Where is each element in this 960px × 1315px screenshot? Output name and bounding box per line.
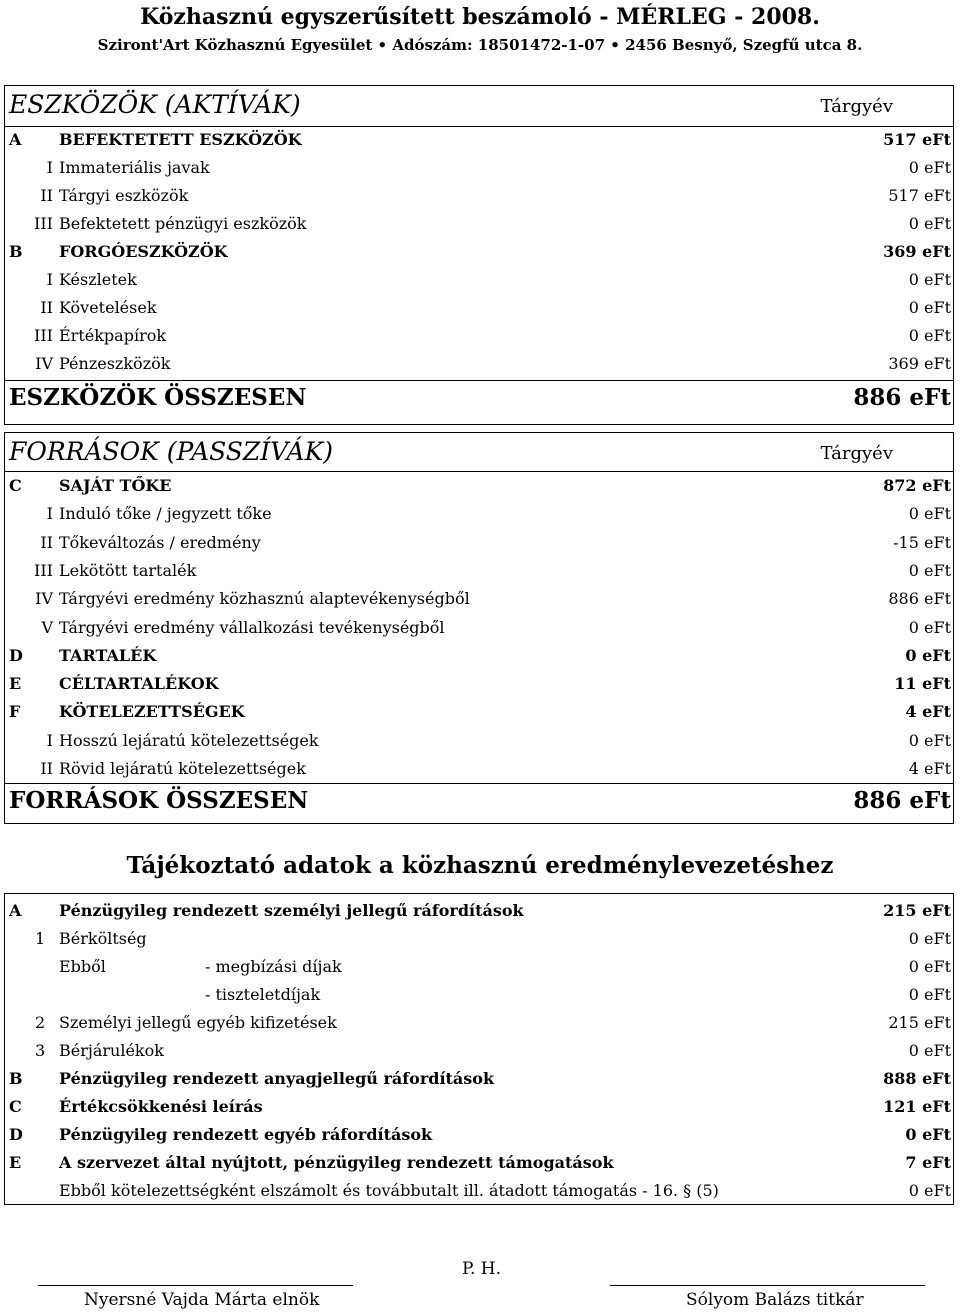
row-roman-numeral: IV [35, 354, 53, 373]
row-sublabel: - tiszteletdíjak [205, 985, 321, 1004]
table-row [5, 154, 953, 182]
table-row [5, 1177, 953, 1205]
row-roman-numeral: II [40, 186, 53, 205]
table-row [5, 981, 953, 1009]
row-label: Tárgyévi eredmény vállalkozási tevékenységből [59, 617, 445, 637]
row-label: Értékpapírok [59, 326, 167, 345]
table-row [5, 1149, 953, 1177]
row-code: E [9, 674, 22, 694]
row-value: 4 eFt [905, 702, 951, 722]
row-value: 4 eFt [908, 759, 951, 778]
stamp-placeholder: P. H. [462, 1259, 502, 1279]
row-label: Értékcsökkenési leírás [59, 1097, 263, 1116]
row-value: 0 eFt [905, 1125, 951, 1144]
row-value: 0 eFt [908, 158, 951, 177]
assets-heading: ESZKÖZÖK (AKTÍVÁK) [9, 90, 301, 119]
row-label: Tárgyévi eredmény közhasznú alaptevékenységből [59, 589, 470, 609]
table-row [5, 238, 953, 266]
table-row [5, 322, 953, 350]
row-label: Tőkeváltozás / eredmény [59, 532, 261, 552]
row-label: Pénzügyileg rendezett anyagjellegű ráfordítások [59, 1069, 495, 1088]
row-value: 0 eFt [908, 929, 951, 948]
row-roman-numeral: III [34, 214, 53, 233]
row-sublabel: - megbízási díjak [205, 957, 342, 976]
table-row [5, 953, 953, 981]
table-row [5, 294, 953, 322]
table-row [5, 350, 953, 378]
row-value: 0 eFt [908, 985, 951, 1004]
table-row [5, 642, 953, 670]
row-label: KÖTELEZETTSÉGEK [59, 702, 245, 722]
row-code: D [9, 1125, 23, 1144]
row-value: 0 eFt [908, 1181, 951, 1200]
assets-box [4, 85, 954, 425]
table-row [5, 1065, 953, 1093]
liabilities-total-value: 886 eFt [853, 787, 951, 814]
row-roman-numeral: V [41, 617, 53, 637]
row-value: 0 eFt [908, 504, 951, 524]
row-label: Induló tőke / jegyzett tőke [59, 504, 272, 524]
row-label: A szervezet által nyújtott, pénzügyileg rendezett támogatások [59, 1153, 614, 1172]
assets-column-label: Tárgyév [820, 96, 893, 117]
row-roman-numeral: II [40, 298, 53, 317]
row-label: Immateriális javak [59, 158, 210, 177]
assets-total-label: ESZKÖZÖK ÖSSZESEN [9, 384, 307, 411]
table-row [5, 1037, 953, 1065]
signer-right: Sólyom Balázs titkár [686, 1290, 864, 1310]
row-value: 517 eFt [888, 186, 951, 205]
row-label: BEFEKTETETT ESZKÖZÖK [59, 130, 302, 149]
row-roman-numeral: I [46, 504, 53, 524]
info-title: Tájékoztató adatok a közhasznú eredménylevezetéshez [126, 852, 834, 879]
row-code: C [9, 1097, 22, 1116]
row-label: FORGÓESZKÖZÖK [59, 242, 228, 261]
table-row [5, 897, 953, 925]
document-subtitle: Sziront'Art Közhasznú Egyesület • Adószám: 18501472-1-07 • 2456 Besnyő, Szegfű utca 8. [97, 36, 863, 54]
liabilities-total-label: FORRÁSOK ÖSSZESEN [9, 787, 309, 814]
row-code: F [9, 702, 21, 722]
table-row [5, 925, 953, 953]
row-value: 0 eFt [908, 298, 951, 317]
row-label: Lekötött tartalék [59, 560, 197, 580]
row-label: Pénzügyileg rendezett személyi jellegű ráfordítások [59, 901, 524, 920]
row-roman-numeral: I [46, 730, 53, 750]
row-label: Követelések [59, 298, 157, 317]
row-label: Rövid lejáratú kötelezettségek [59, 759, 306, 778]
row-value: 7 eFt [905, 1153, 951, 1172]
liabilities-box [4, 432, 954, 824]
row-code: E [9, 1153, 22, 1172]
row-value: 0 eFt [908, 214, 951, 233]
table-row [5, 266, 953, 294]
row-code: C [9, 476, 22, 495]
row-label: CÉLTARTALÉKOK [59, 674, 219, 694]
table-row [5, 727, 953, 755]
row-code: A [9, 901, 22, 920]
row-value: 0 eFt [908, 270, 951, 289]
row-value: 0 eFt [908, 560, 951, 580]
row-value: 872 eFt [883, 476, 951, 495]
row-value: 886 eFt [888, 589, 951, 609]
signature-line-left [38, 1285, 353, 1286]
row-value: 11 eFt [894, 674, 951, 694]
row-value: 121 eFt [883, 1097, 951, 1116]
row-value: 888 eFt [883, 1069, 951, 1088]
row-roman-numeral: I [46, 158, 53, 177]
row-label: Tárgyi eszközök [59, 186, 189, 205]
row-value: 0 eFt [908, 957, 951, 976]
table-row [5, 1009, 953, 1037]
table-row [5, 500, 953, 528]
row-value: 369 eFt [888, 354, 951, 373]
table-row [5, 126, 953, 154]
row-label: Ebből [59, 957, 106, 976]
table-row [5, 614, 953, 642]
signer-left: Nyersné Vajda Márta elnök [84, 1290, 320, 1310]
table-row [5, 529, 953, 557]
row-code: 3 [35, 1041, 46, 1060]
row-roman-numeral: III [34, 560, 53, 580]
row-label: Készletek [59, 270, 137, 289]
liabilities-column-label: Tárgyév [820, 443, 893, 464]
row-label: Pénzeszközök [59, 354, 171, 373]
row-roman-numeral: I [46, 270, 53, 289]
row-roman-numeral: II [40, 532, 53, 552]
table-row [5, 1093, 953, 1121]
table-row [5, 585, 953, 613]
table-row [5, 1121, 953, 1149]
row-label: Befektetett pénzügyi eszközök [59, 214, 307, 233]
row-value: 0 eFt [908, 1041, 951, 1060]
row-label: Hosszú lejáratú kötelezettségek [59, 730, 319, 750]
table-row [5, 472, 953, 500]
info-box [4, 893, 954, 1205]
row-label: SAJÁT TŐKE [59, 476, 172, 495]
row-label: Bérköltség [59, 929, 147, 948]
table-row [5, 557, 953, 585]
row-value: 517 eFt [883, 130, 951, 149]
row-value: 0 eFt [908, 730, 951, 750]
row-label: Személyi jellegű egyéb kifizetések [59, 1013, 337, 1032]
row-code: B [9, 1069, 23, 1088]
row-label: Bérjárulékok [59, 1041, 164, 1060]
row-value: 369 eFt [883, 242, 951, 261]
row-code: A [9, 130, 22, 149]
row-code: B [9, 242, 23, 261]
row-label: Ebből kötelezettségként elszámolt és továbbutalt ill. átadott támogatás - 16. § (5) [59, 1181, 719, 1200]
row-label: TARTALÉK [59, 645, 157, 665]
row-value: -15 eFt [893, 532, 951, 552]
row-roman-numeral: II [40, 759, 53, 778]
row-roman-numeral: III [34, 326, 53, 345]
row-code: 2 [35, 1013, 46, 1032]
row-value: 0 eFt [905, 645, 951, 665]
table-row [5, 670, 953, 698]
table-row [5, 210, 953, 238]
row-roman-numeral: IV [35, 589, 53, 609]
table-row [5, 182, 953, 210]
row-code: 1 [35, 929, 46, 948]
row-code: D [9, 645, 23, 665]
row-value: 0 eFt [908, 326, 951, 345]
row-value: 215 eFt [888, 1013, 951, 1032]
assets-total-value: 886 eFt [853, 384, 951, 411]
document-title: Közhasznú egyszerűsített beszámoló - MÉRLEG - 2008. [140, 4, 820, 30]
table-row [5, 698, 953, 726]
row-value: 0 eFt [908, 617, 951, 637]
liabilities-heading: FORRÁSOK (PASSZÍVÁK) [9, 437, 334, 466]
row-value: 215 eFt [883, 901, 951, 920]
signature-line-right [610, 1285, 925, 1286]
row-label: Pénzügyileg rendezett egyéb ráfordítások [59, 1125, 433, 1144]
table-row [5, 755, 953, 783]
